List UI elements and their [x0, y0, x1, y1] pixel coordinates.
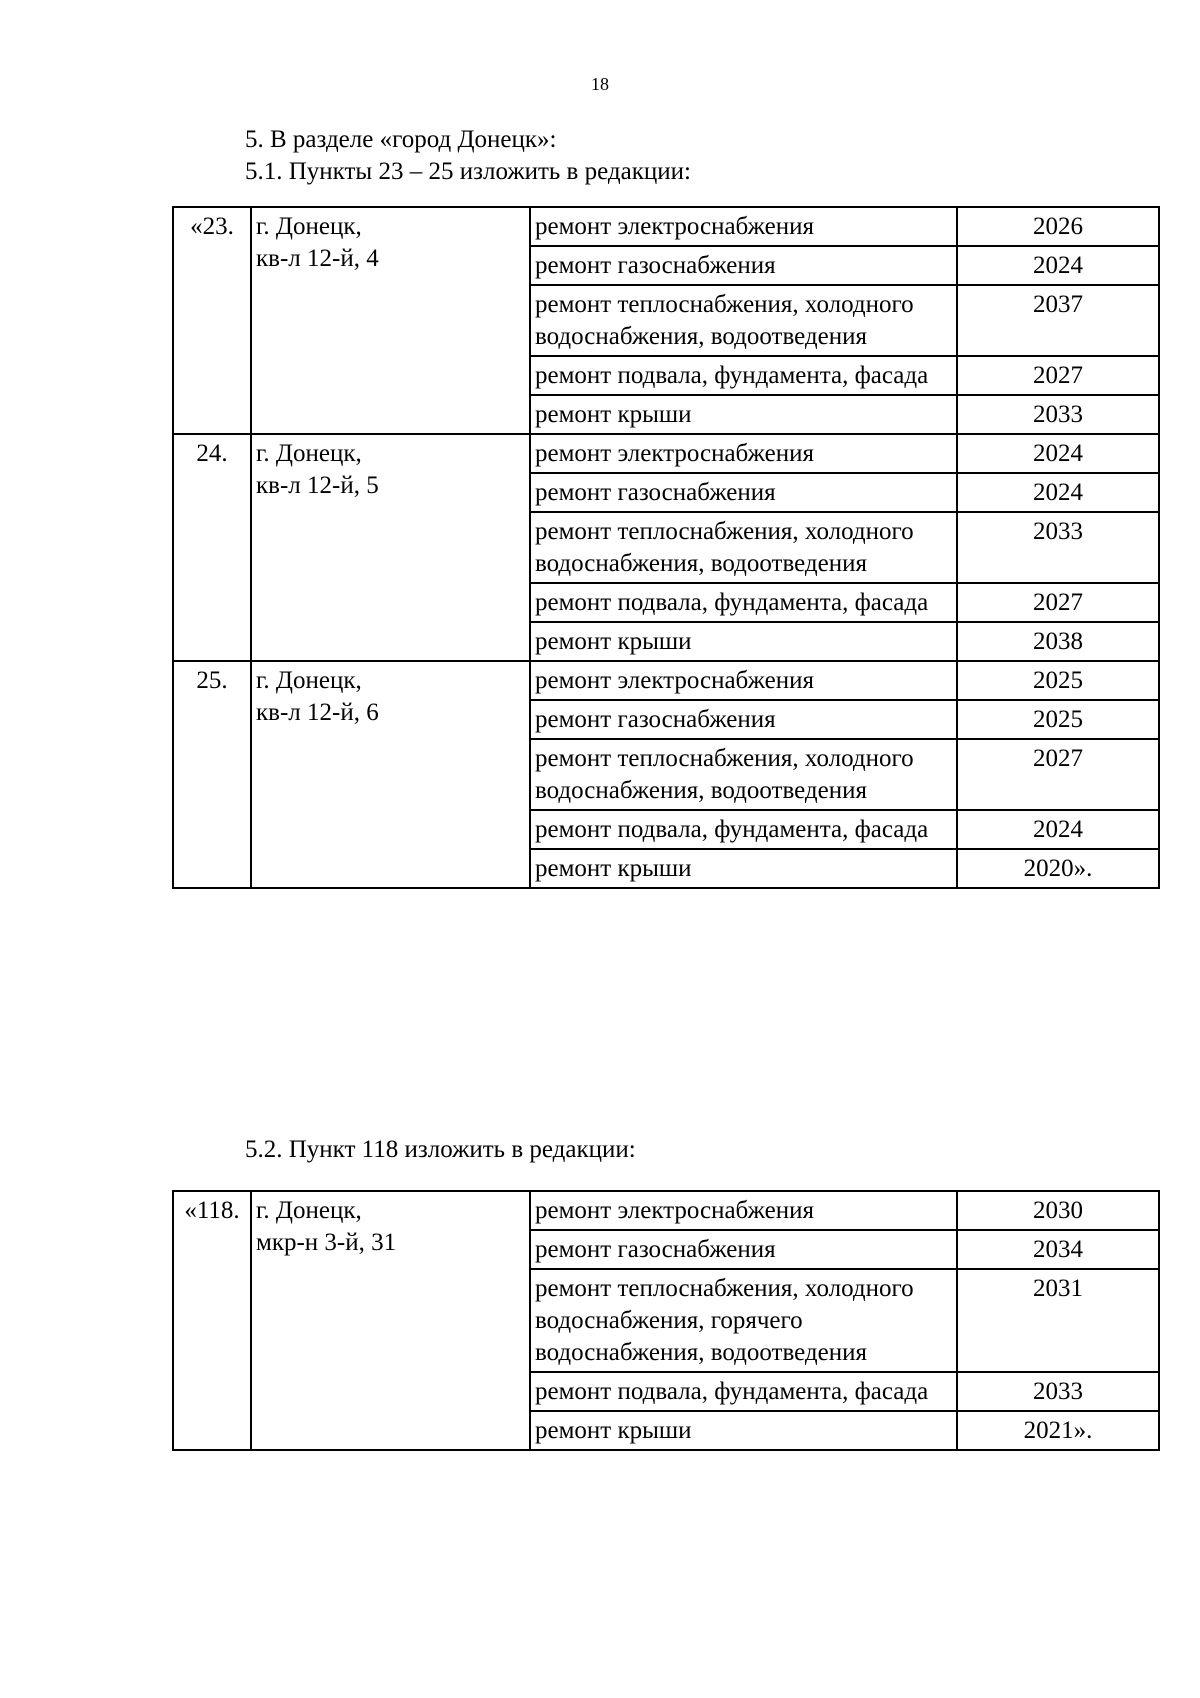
work-year: 2033	[957, 1372, 1159, 1411]
work-name: ремонт электроснабжения	[530, 661, 957, 700]
table-row	[173, 1191, 1159, 1230]
work-year: 2027	[957, 739, 1159, 810]
table-row	[173, 661, 1159, 700]
work-year: 2030	[957, 1191, 1159, 1230]
work-year: 2025	[957, 661, 1159, 700]
item-number: «118.	[173, 1191, 251, 1450]
address-line: г. Донецк,	[256, 213, 362, 240]
work-name: ремонт подвала, фундамента, фасада	[530, 1372, 957, 1411]
address-line: кв-л 12-й, 5	[256, 472, 379, 499]
work-year: 2033	[957, 395, 1159, 434]
address-line: мкр-н 3-й, 31	[256, 1229, 397, 1256]
work-year: 2024	[957, 473, 1159, 512]
work-year: 2021».	[957, 1411, 1159, 1450]
item-number: 25.	[173, 661, 251, 888]
item-address	[251, 1191, 530, 1450]
work-name: ремонт теплоснабжения, холодного водоснабжения, водоотведения	[530, 285, 957, 356]
work-year: 2024	[957, 810, 1159, 849]
work-year: 2027	[957, 356, 1159, 395]
table-row	[173, 207, 1159, 246]
item-address	[251, 434, 530, 661]
work-name: ремонт крыши	[530, 622, 957, 661]
work-year: 2037	[957, 285, 1159, 356]
work-year: 2020».	[957, 849, 1159, 888]
work-name: ремонт теплоснабжения, холодного водоснабжения, водоотведения	[530, 512, 957, 583]
work-name: ремонт газоснабжения	[530, 473, 957, 512]
address-line: г. Донецк,	[256, 440, 362, 467]
work-name: ремонт электроснабжения	[530, 1191, 957, 1230]
page-number: 18	[591, 74, 609, 94]
section-heading: 5. В разделе «город Донецк»:	[245, 126, 557, 153]
item-address	[251, 661, 530, 888]
work-name: ремонт крыши	[530, 849, 957, 888]
item-address	[251, 207, 530, 434]
work-year: 2038	[957, 622, 1159, 661]
work-name: ремонт крыши	[530, 395, 957, 434]
item-number: 24.	[173, 434, 251, 661]
work-year: 2034	[957, 1230, 1159, 1269]
work-name: ремонт подвала, фундамента, фасада	[530, 810, 957, 849]
work-name: ремонт подвала, фундамента, фасада	[530, 583, 957, 622]
work-name: ремонт теплоснабжения, холодного водоснабжения, горячего водоснабжения, водоотведения	[530, 1269, 957, 1372]
work-name: ремонт газоснабжения	[530, 700, 957, 739]
table-row	[173, 434, 1159, 473]
work-year: 2026	[957, 207, 1159, 246]
work-year: 2031	[957, 1269, 1159, 1372]
subsection-heading-5-1: 5.1. Пункты 23 – 25 изложить в редакции:	[245, 158, 691, 185]
address-line: кв-л 12-й, 4	[256, 245, 379, 272]
table-items-23-25	[172, 206, 1160, 889]
work-year: 2025	[957, 700, 1159, 739]
work-year: 2033	[957, 512, 1159, 583]
work-name: ремонт газоснабжения	[530, 1230, 957, 1269]
address-line: г. Донецк,	[256, 667, 362, 694]
work-name: ремонт газоснабжения	[530, 246, 957, 285]
address-line: кв-л 12-й, 6	[256, 699, 379, 726]
work-name: ремонт подвала, фундамента, фасада	[530, 356, 957, 395]
work-year: 2024	[957, 434, 1159, 473]
work-year: 2024	[957, 246, 1159, 285]
table-item-118	[172, 1190, 1160, 1451]
work-name: ремонт электроснабжения	[530, 434, 957, 473]
subsection-heading-5-2: 5.2. Пункт 118 изложить в редакции:	[245, 1136, 636, 1163]
item-number: «23.	[173, 207, 251, 434]
address-line: г. Донецк,	[256, 1197, 362, 1224]
work-year: 2027	[957, 583, 1159, 622]
work-name: ремонт теплоснабжения, холодного водоснабжения, водоотведения	[530, 739, 957, 810]
work-name: ремонт электроснабжения	[530, 207, 957, 246]
work-name: ремонт крыши	[530, 1411, 957, 1450]
